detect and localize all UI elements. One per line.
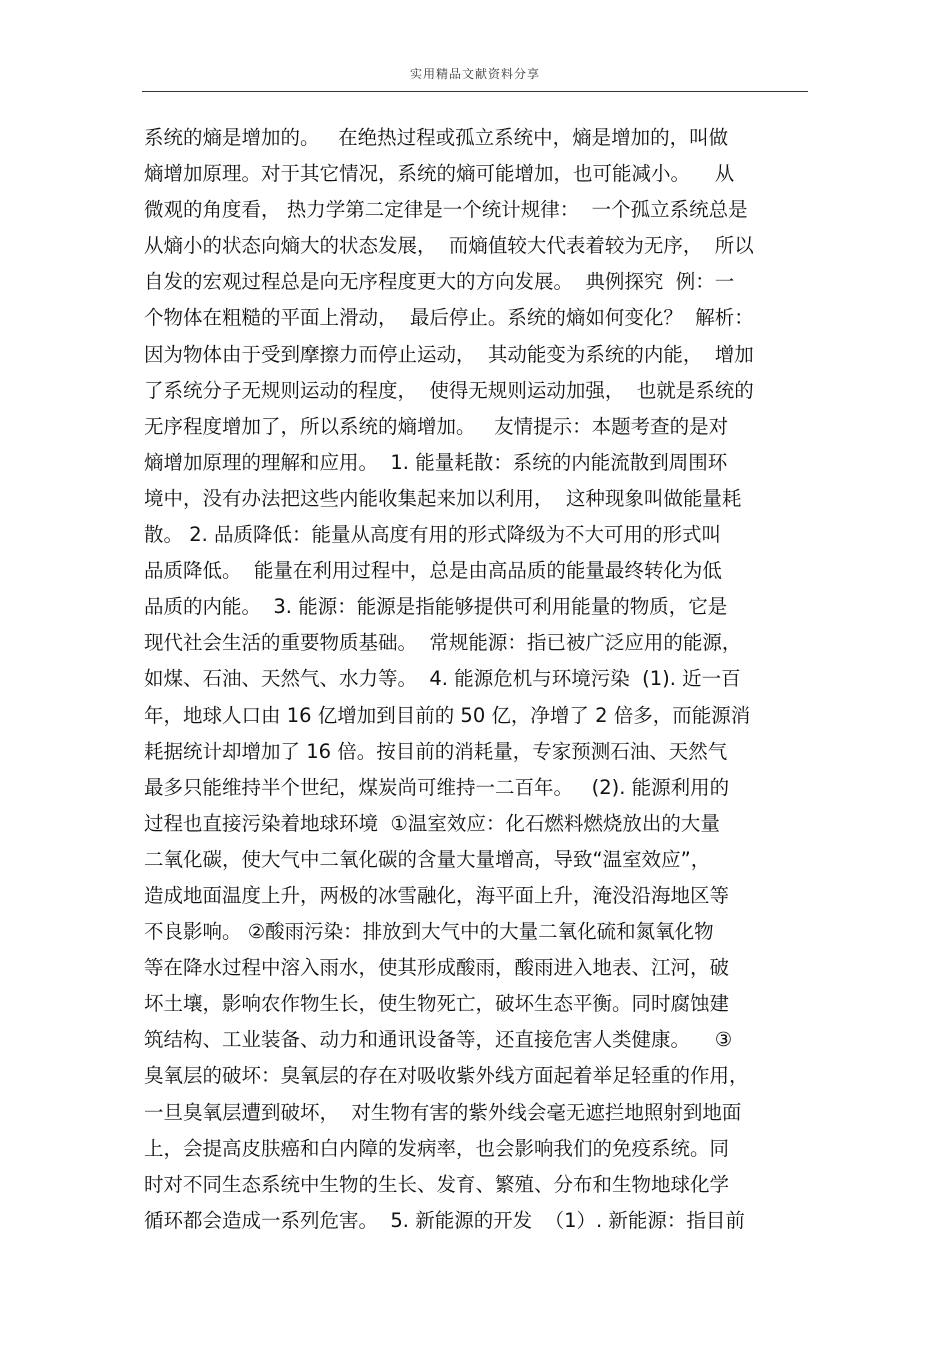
text-line: 耗据统计却增加了 16 倍。按目前的消耗量，专家预测石油、天然气 (144, 739, 728, 763)
text-line: 了系统分子无规则运动的程度， 使得无规则运动加强， 也就是系统的 (144, 378, 754, 402)
text-line: 因为物体由于受到摩擦力而停止运动， 其动能变为系统的内能， 增加 (144, 342, 754, 366)
text-line: 年，地球人口由 16 亿增加到目前的 50 亿，净增了 2 倍多，而能源消 (144, 703, 751, 727)
text-line: 上，会提高皮肤癌和白内障的发病率，也会影响我们的免疫系统。同 (144, 1136, 730, 1160)
text-line: 品质降低。 能量在利用过程中，总是由高品质的能量最终转化为低 (144, 559, 722, 583)
text-line: 散。 2. 品质降低：能量从高度有用的形式降级为不大可用的形式叫 (144, 523, 722, 547)
text-line: 二氧化碳，使大气中二氧化碳的含量大量增高，导致“温室效应”， (144, 847, 711, 871)
text-line: 从熵小的状态向熵大的状态发展， 而熵值较大代表着较为无序， 所以 (144, 234, 754, 258)
text-line: 等在降水过程中溶入雨水，使其形成酸雨，酸雨进入地表、江河，破 (144, 956, 730, 980)
header-divider (142, 91, 808, 92)
text-line: 微观的角度看， 热力学第二定律是一个统计规律： 一个孤立系统总是 (144, 198, 748, 222)
text-line: 筑结构、工业装备、动力和通讯设备等，还直接危害人类健康。 ③ (144, 1028, 733, 1052)
text-line: 过程也直接污染着地球环境 ①温室效应：化石燃料燃烧放出的大量 (144, 811, 720, 835)
page-header: 实用精品文献资料分享 (409, 67, 540, 81)
text-line: 无序程度增加了，所以系统的熵增加。 友情提示：本题考查的是对 (144, 414, 729, 438)
text-line: 品质的内能。 3. 能源：能源是指能够提供可利用能量的物质，它是 (144, 595, 728, 619)
text-line: 现代社会生活的重要物质基础。 常规能源：指已被广泛应用的能源， (144, 631, 742, 655)
text-line: 熵增加原理的理解和应用。 1. 能量耗散：系统的内能流散到周围环 (144, 450, 728, 474)
text-line: 如煤、石油、天然气、水力等。 4. 能源危机与环境污染 (1). 近一百 (144, 667, 741, 691)
text-line: 坏土壤，影响农作物生长，使生物死亡，破坏生态平衡。同时腐蚀建 (144, 992, 730, 1016)
text-line: 不良影响。 ②酸雨污染：排放到大气中的大量二氧化硫和氮氧化物 (144, 920, 714, 944)
text-line: 时对不同生态系统中生物的生长、发育、繁殖、分布和生物地球化学 (144, 1172, 730, 1196)
text-line: 熵增加原理。对于其它情况，系统的熵可能增加，也可能减小。 从 (144, 162, 735, 186)
body-text (144, 120, 808, 1239)
text-line: 最多只能维持半个世纪，煤炭尚可维持一二百年。 (2). 能源利用的 (144, 775, 730, 799)
text-line: 系统的熵是增加的。 在绝热过程或孤立系统中，熵是增加的，叫做 (144, 126, 729, 149)
text-line: 境中，没有办法把这些内能收集起来加以利用， 这种现象叫做能量耗 (144, 486, 742, 510)
text-line: 臭氧层的破坏：臭氧层的存在对吸收紫外线方面起着举足轻重的作用， (144, 1064, 749, 1088)
text-line: 造成地面温度上升，两极的冰雪融化，海平面上升，淹没沿海地区等 (144, 883, 730, 907)
text-line: 自发的宏观过程总是向无序程度更大的方向发展。 典例探究 例：一 (144, 270, 735, 294)
text-line: 一旦臭氧层遭到破坏， 对生物有害的紫外线会毫无遮拦地照射到地面 (144, 1100, 742, 1124)
text-line: 循环都会造成一系列危害。 5. 新能源的开发 （1）. 新能源：指目前 (144, 1208, 745, 1232)
text-line: 个物体在粗糙的平面上滑动， 最后停止。系统的熵如何变化？ 解析： (144, 306, 754, 330)
